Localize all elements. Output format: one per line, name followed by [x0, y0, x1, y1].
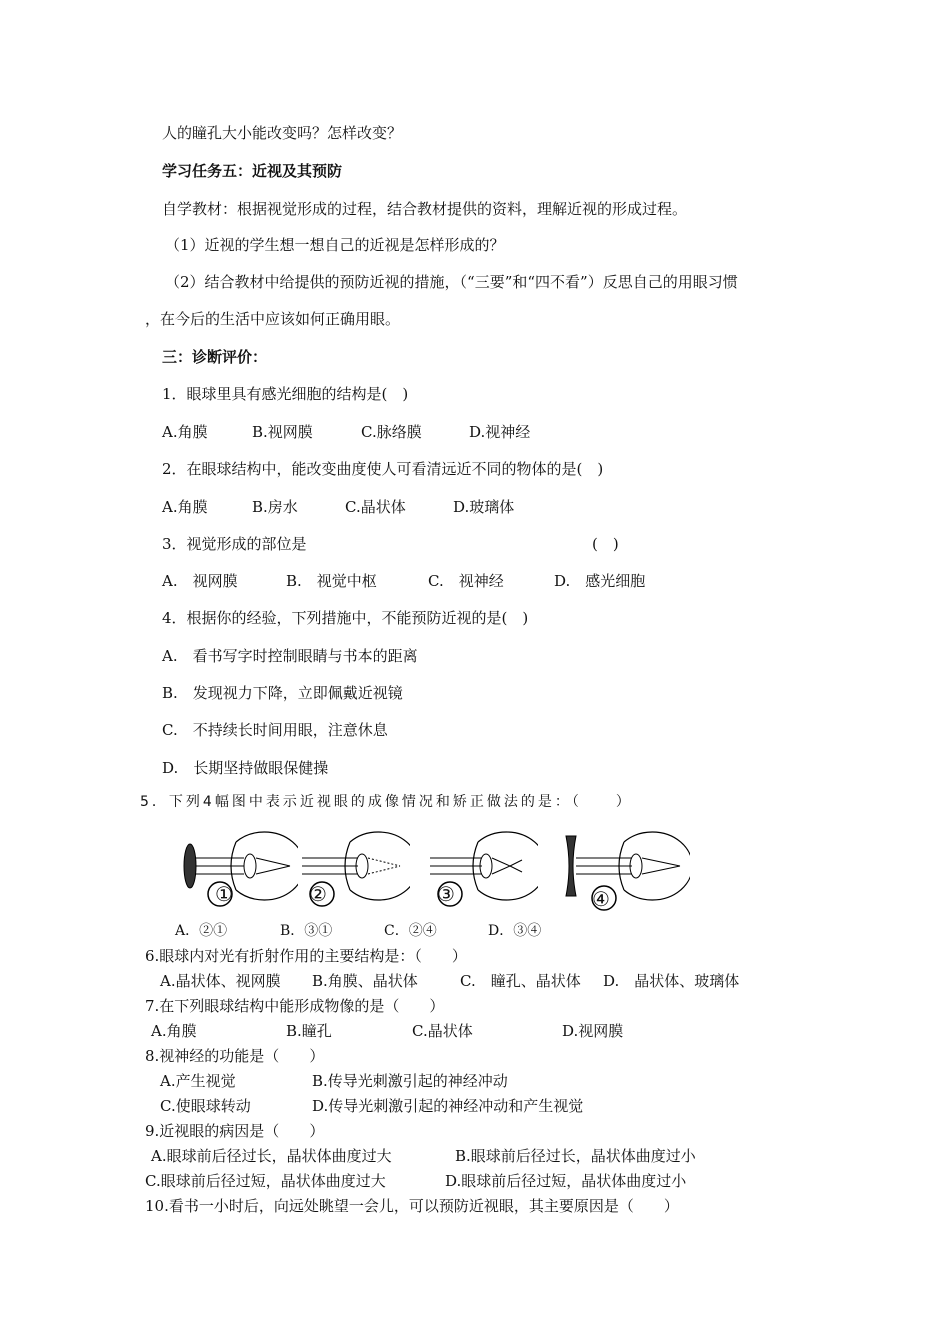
question-7-option-d: D.视网膜 [562, 1022, 624, 1040]
figure-label-4: ④ [592, 887, 610, 911]
eye-diagram-1 [178, 822, 298, 912]
question-5-option-c: C．②④ [384, 923, 437, 939]
question-6-option-a: A.晶状体、视网膜 [160, 972, 281, 990]
question-2-option-a: A.角膜 [162, 498, 208, 516]
question-6-option-d: D. 晶状体、玻璃体 [603, 972, 740, 990]
question-9-option-c: C.眼球前后径过短，晶状体曲度过大 [145, 1172, 386, 1190]
question-3-option-d: D. 感光细胞 [554, 572, 646, 590]
figure-label-1: ① [215, 882, 233, 906]
question-6-option-b: B.角膜、晶状体 [312, 972, 418, 990]
question-5-option-b: B．③① [280, 923, 333, 939]
question-8-option-d: D.传导光刺激引起的神经冲动和产生视觉 [312, 1097, 584, 1115]
question-2-stem: 2．在眼球结构中，能改变曲度使人可看清远近不同的物体的是( ) [162, 460, 604, 478]
intro-q1: （1）近视的学生想一想自己的近视是怎样形成的？ [165, 236, 505, 254]
question-1-option-c: C.脉络膜 [361, 423, 422, 441]
question-9-option-a: A.眼球前后径过长，晶状体曲度过大 [151, 1147, 392, 1165]
intro-q2-line1: （2）结合教材中给提供的预防近视的措施，（“三要”和“四不看”）反思自己的用眼习惯 [165, 273, 738, 291]
question-8-option-c: C.使眼球转动 [160, 1097, 251, 1115]
question-2-option-d: D.玻璃体 [453, 498, 515, 516]
self-study-text: 自学教材：根据视觉形成的过程，结合教材提供的资料，理解近视的形成过程。 [162, 200, 688, 218]
question-1-option-b: B.视网膜 [252, 423, 313, 441]
question-4-option-c: C. 不持续长时间用眼，注意休息 [162, 721, 388, 739]
question-10-stem: 10.看书一小时后，向远处眺望一会儿，可以预防近视眼，其主要原因是（ ） [145, 1197, 679, 1215]
question-1-option-a: A.角膜 [162, 423, 208, 441]
question-9-option-d: D.眼球前后径过短，晶状体曲度过小 [445, 1172, 687, 1190]
question-8-stem: 8.视神经的功能是（ ） [145, 1047, 325, 1065]
question-7-stem: 7.在下列眼球结构中能形成物像的是（ ） [145, 997, 445, 1015]
question-7-option-a: A.角膜 [151, 1022, 197, 1040]
question-3-option-c: C. 视神经 [428, 572, 504, 590]
figure-label-2: ② [309, 882, 327, 906]
task-title: 学习任务五：近视及其预防 [162, 162, 343, 180]
question-5-stem: 5．下列4幅图中表示近视眼的成像情况和矫正做法的是：（ ） [140, 794, 633, 810]
section-title: 三：诊断评价： [162, 348, 268, 366]
question-5-option-d: D．③④ [488, 923, 542, 939]
question-8-option-a: A.产生视觉 [160, 1072, 236, 1090]
question-4-stem: 4．根据你的经验，下列措施中，不能预防近视的是( ) [162, 609, 529, 627]
question-3-stem: 3．视觉形成的部位是 [162, 535, 307, 553]
eye-diagram-4 [560, 822, 690, 912]
intro-q2-line2: ，在今后的生活中应该如何正确用眼。 [145, 310, 401, 328]
question-9-stem: 9.近视眼的病因是（ ） [145, 1122, 325, 1140]
figure-label-3: ③ [437, 882, 455, 906]
question-2-option-c: C.晶状体 [345, 498, 406, 516]
question-3-option-a: A. 视网膜 [162, 572, 238, 590]
question-6-option-c: C. 瞳孔、晶状体 [460, 972, 581, 990]
question-9-option-b: B.眼球前后径过长，晶状体曲度过小 [455, 1147, 696, 1165]
question-5-option-a: A．②① [175, 923, 228, 939]
question-6-stem: 6.眼球内对光有折射作用的主要结构是：（ ） [145, 947, 467, 965]
question-2-option-b: B.房水 [252, 498, 298, 516]
question-3-option-b: B. 视觉中枢 [286, 572, 377, 590]
question-7-option-c: C.晶状体 [412, 1022, 473, 1040]
question-1-option-d: D.视神经 [469, 423, 531, 441]
question-4-option-a: A. 看书写字时控制眼睛与书本的距离 [162, 647, 418, 665]
question-7-option-b: B.瞳孔 [286, 1022, 332, 1040]
question-3-paren: ( ) [592, 535, 619, 553]
question-1-stem: 1．眼球里具有感光细胞的结构是( ) [162, 385, 409, 403]
question-4-option-b: B. 发现视力下降，立即佩戴近视镜 [162, 684, 403, 702]
question-4-option-d: D. 长期坚持做眼保健操 [162, 759, 329, 777]
intro-question: 人的瞳孔大小能改变吗？怎样改变？ [162, 124, 403, 142]
question-8-option-b: B.传导光刺激引起的神经冲动 [312, 1072, 508, 1090]
